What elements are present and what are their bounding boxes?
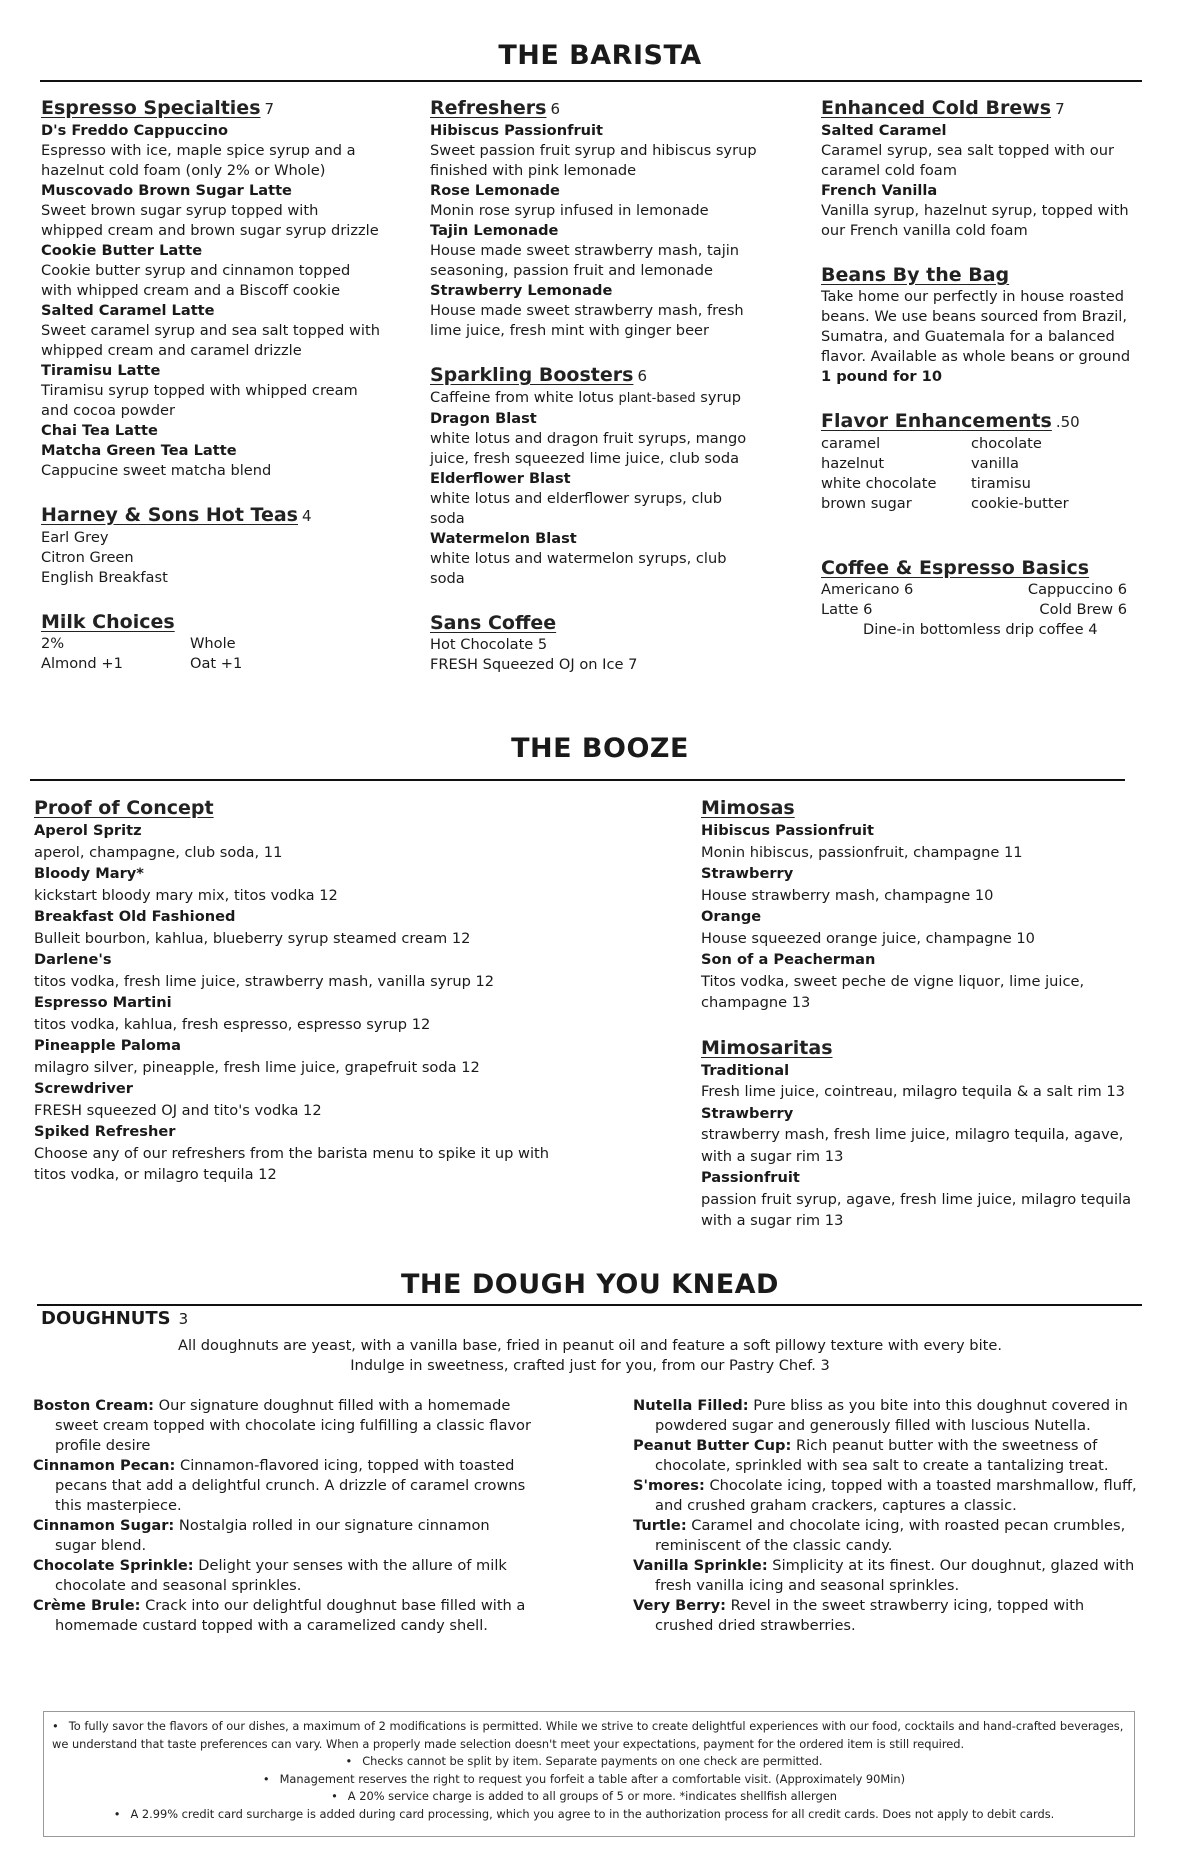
menu-item: Rose Lemonade Monin rose syrup infused in lemonade [430, 182, 709, 219]
doughnut-item: Cinnamon Pecan: Cinnamon-flavored icing, topped with toasted pecans that add a delightful crunch. A drizzle of caramel crowns this masterpiece. [33, 1457, 526, 1514]
cold-brew-heading: Enhanced Cold Brews 7 [821, 97, 1065, 119]
menu-item: Breakfast Old Fashioned Bulleit bourbon, kahlua, blueberry syrup steamed cream 12 [34, 908, 471, 947]
basics-heading: Coffee & Espresso Basics [821, 557, 1090, 579]
doughnut-item: Chocolate Sprinkle: Delight your senses with the allure of milk chocolate and seasonal sprinkles. [33, 1557, 507, 1594]
menu-item: Salted Caramel Latte Sweet caramel syrup and sea salt topped with whipped cream and caramel drizzle [41, 302, 380, 359]
barista-column-3 [821, 96, 1151, 640]
policy-note: • A 2.99% credit card surcharge is added during card processing, which you agree to in the authorization process for all credit cards. Does not apply to debit cards. [44, 1806, 1124, 1824]
doughnut-item: Crème Brule: Crack into our delightful doughnut base filled with a homemade custard topped with a caramelized candy shell. [33, 1597, 526, 1634]
list-item: FRESH Squeezed OJ on Ice 7 [430, 656, 638, 673]
menu-item: Muscovado Brown Sugar Latte Sweet brown sugar syrup topped with whipped cream and brown sugar syrup drizzle [41, 182, 379, 239]
basics-note: Dine-in bottomless drip coffee 4 [863, 621, 1098, 638]
barista-column-1 [41, 96, 381, 674]
booze-column-2 [701, 796, 1151, 1232]
milk-heading: Milk Choices [41, 611, 175, 633]
menu-item: Darlene's titos vodka, fresh lime juice, strawberry mash, vanilla syrup 12 [34, 951, 495, 990]
milk-row: 2% Whole [41, 635, 236, 652]
section-title-dough: THE DOUGH YOU KNEAD [401, 1269, 779, 1300]
booze-column-1 [34, 796, 554, 1186]
menu-item: Matcha Green Tea Latte Cappucine sweet matcha blend [41, 442, 272, 479]
doughnuts-column-2 [633, 1396, 1143, 1636]
list-item: English Breakfast [41, 569, 168, 586]
flavors-heading: Flavor Enhancements .50 [821, 410, 1080, 432]
basics-row: Latte 6 Cold Brew 6 [821, 601, 1127, 618]
mimosas-heading: Mimosas [701, 797, 795, 819]
doughnut-item: Cinnamon Sugar: Nostalgia rolled in our signature cinnamon sugar blend. [33, 1517, 490, 1554]
barista-column-2 [430, 96, 760, 675]
policy-note: • A 20% service charge is added to all groups of 5 or more. *indicates shellfish allergen [44, 1788, 1124, 1806]
policy-note: • To fully savor the flavors of our dishes, a maximum of 2 modifications is permitted. While we strive to create delightful experiences with our food, cocktails and hand-crafted beverages, we understand that taste preferences can vary. When a properly made selection doesn't meet your expectations, payment for the ordered item is still required. [44, 1718, 1124, 1753]
menu-item: Dragon Blast white lotus and dragon fruit syrups, mango juice, fresh squeezed lime juice, club soda [430, 410, 747, 467]
espresso-heading: Espresso Specialties 7 [41, 97, 275, 119]
menu-item: Cookie Butter Latte Cookie butter syrup and cinnamon topped with whipped cream and a Biscoff cookie [41, 242, 351, 299]
beans-price: 1 pound for 10 [821, 368, 942, 385]
list-item: Hot Chocolate 5 [430, 636, 548, 653]
section-title-booze: THE BOOZE [511, 733, 689, 764]
teas-heading: Harney & Sons Hot Teas 4 [41, 504, 312, 526]
menu-item: Aperol Spritz aperol, champagne, club soda, 11 [34, 822, 283, 861]
doughnut-item: Peanut Butter Cup: Rich peanut butter with the sweetness of chocolate, sprinkled with sea salt to create a tantalizing treat. [633, 1437, 1109, 1474]
flavor-row: brown sugar cookie-butter [821, 495, 1069, 512]
section-title-barista: THE BARISTA [498, 40, 702, 71]
sans-coffee-heading: Sans Coffee [430, 612, 557, 634]
doughnut-item: Boston Cream: Our signature doughnut filled with a homemade sweet cream topped with chocolate icing fulfilling a classic flavor profile desire [33, 1397, 531, 1454]
booze-header [0, 733, 1200, 764]
boosters-heading: Sparkling Boosters 6 [430, 364, 647, 386]
milk-row: Almond +1 Oat +1 [41, 655, 243, 672]
menu-item: Hibiscus Passionfruit Monin hibiscus, passionfruit, champagne 11 [701, 822, 1023, 861]
menu-item: Espresso Martini titos vodka, kahlua, fresh espresso, espresso syrup 12 [34, 994, 431, 1033]
menu-item: Tiramisu Latte Tiramisu syrup topped with whipped cream and cocoa powder [41, 362, 358, 419]
flavor-row: hazelnut vanilla [821, 455, 1019, 472]
menu-item: D's Freddo Cappuccino Espresso with ice, maple spice syrup and a hazelnut cold foam (only 2% or Whole) [41, 122, 356, 179]
proof-heading: Proof of Concept [34, 797, 214, 819]
divider [40, 80, 1142, 82]
menu-item: Passionfruit passion fruit syrup, agave, fresh lime juice, milagro tequila with a sugar rim 13 [701, 1169, 1132, 1229]
list-item: Citron Green [41, 549, 134, 566]
mimosaritas-heading: Mimosaritas [701, 1036, 833, 1059]
basics-row: Americano 6 Cappuccino 6 [821, 581, 1127, 598]
menu-item: Strawberry strawberry mash, fresh lime juice, milagro tequila, agave, with a sugar rim 13 [701, 1104, 1124, 1165]
doughnut-item: Nutella Filled: Pure bliss as you bite into this doughnut covered in powdered sugar and generously filled with luscious Nutella. [633, 1397, 1128, 1434]
menu-item: Elderflower Blast white lotus and elderflower syrups, club soda [430, 470, 723, 527]
menu-item: Spiked Refresher Choose any of our refreshers from the barista menu to spike it up with titos vodka, or milagro tequila 12 [34, 1123, 550, 1183]
policy-note: • Management reserves the right to request you forfeit a table after a comfortable visit. (Approximately 90Min) [44, 1771, 1124, 1789]
menu-item: Chai Tea Latte [41, 422, 158, 439]
menu-item: Screwdriver FRESH squeezed OJ and tito's vodka 12 [34, 1080, 322, 1119]
menu-item: Orange House squeezed orange juice, champagne 10 [701, 908, 1035, 947]
dough-header [0, 1269, 1180, 1300]
boosters-intro: Caffeine from white lotus plant-based syrup [430, 389, 741, 406]
divider [30, 779, 1125, 781]
menu-item: Pineapple Paloma milagro silver, pineapple, fresh lime juice, grapefruit soda 12 [34, 1037, 480, 1076]
policy-note: • Checks cannot be split by item. Separate payments on one check are permitted. [44, 1753, 1124, 1771]
list-item: Earl Grey [41, 529, 109, 546]
menu-item: Strawberry Lemonade House made sweet strawberry mash, fresh lime juice, fresh mint with ginger beer [430, 282, 744, 339]
doughnut-item: S'mores: Chocolate icing, topped with a toasted marshmallow, fluff, and crushed graham crackers, captures a classic. [633, 1477, 1137, 1514]
flavor-row: caramel chocolate [821, 435, 1042, 452]
policy-list [44, 1718, 1134, 1823]
barista-header [0, 40, 1200, 71]
doughnuts-intro: All doughnuts are yeast, with a vanilla base, fried in peanut oil and feature a soft pillowy texture with every bite. Indulge in sweetness, crafted just for you, from our Pastry Chef. 3 [178, 1337, 1002, 1374]
beans-description: Take home our perfectly in house roasted beans. We use beans sourced from Brazil, Sumatra, and Guatemala for a balanced flavor. Available as whole beans or ground [821, 288, 1131, 365]
refreshers-heading: Refreshers 6 [430, 97, 560, 119]
doughnuts-heading: DOUGHNUTS 3 [41, 1308, 189, 1329]
menu-item: Son of a Peacherman Titos vodka, sweet peche de vigne liquor, lime juice, champagne 13 [701, 951, 1085, 1011]
doughnuts-column-1 [33, 1396, 533, 1636]
menu-item: Bloody Mary* kickstart bloody mary mix, titos vodka 12 [34, 865, 338, 904]
doughnut-item: Very Berry: Revel in the sweet strawberry icing, topped with crushed dried strawberries. [633, 1597, 1085, 1634]
menu-item: Watermelon Blast white lotus and watermelon syrups, club soda [430, 530, 727, 587]
menu-item: Strawberry House strawberry mash, champagne 10 [701, 865, 994, 904]
doughnut-item: Vanilla Sprinkle: Simplicity at its finest. Our doughnut, glazed with fresh vanilla icing and seasonal sprinkles. [633, 1557, 1135, 1594]
flavor-row: white chocolate tiramisu [821, 475, 1031, 492]
menu-item: French Vanilla Vanilla syrup, hazelnut syrup, topped with our French vanilla cold foam [821, 182, 1129, 239]
doughnut-item: Turtle: Caramel and chocolate icing, with roasted pecan crumbles, reminiscent of the classic candy. [633, 1517, 1126, 1554]
policy-box [43, 1711, 1135, 1837]
menu-item: Tajin Lemonade House made sweet strawberry mash, tajin seasoning, passion fruit and lemonade [430, 222, 740, 279]
divider [37, 1304, 1142, 1306]
menu-item: Hibiscus Passionfruit Sweet passion fruit syrup and hibiscus syrup finished with pink lemonade [430, 122, 757, 179]
menu-item: Traditional Fresh lime juice, cointreau, milagro tequila & a salt rim 13 [701, 1061, 1125, 1100]
menu-item: Salted Caramel Caramel syrup, sea salt topped with our caramel cold foam [821, 122, 1114, 179]
beans-heading: Beans By the Bag [821, 264, 1010, 286]
